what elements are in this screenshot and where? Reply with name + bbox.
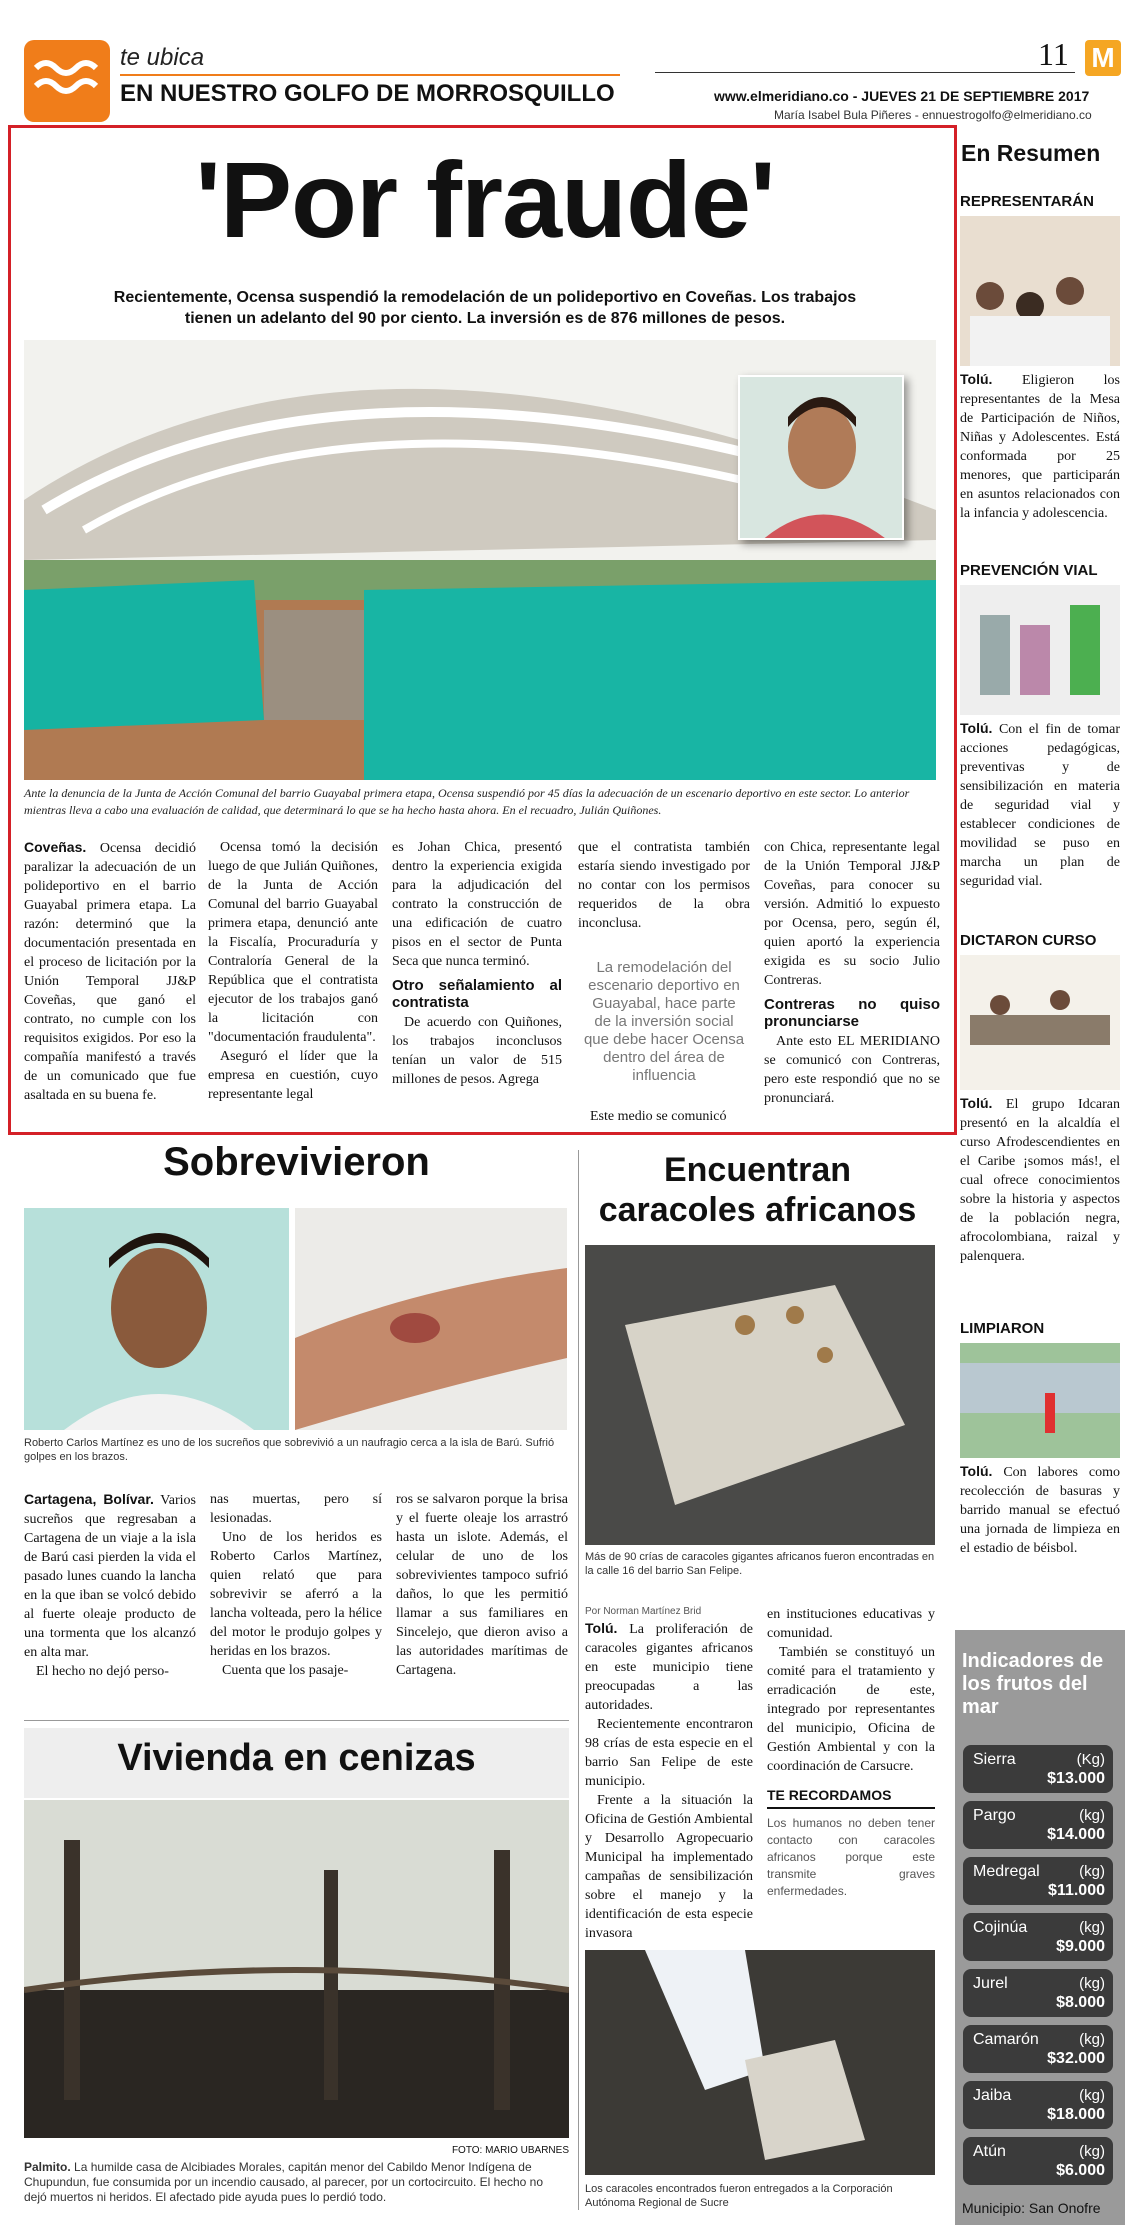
main-col3b-text: De acuerdo con Quiñones, los trabajos inconclusos tenían un valor de 515 millones de pesos. Agrega [392, 1015, 562, 1087]
waves-icon [24, 40, 110, 122]
story2-col1b-text: El hecho no dejó perso- [36, 1664, 169, 1679]
story4-credit: FOTO: MARIO UBARNES [451, 2145, 569, 2156]
sidebar-item-body [960, 1462, 1120, 1558]
main-subhead-1: Otro señalamiento al contratista [392, 977, 562, 1011]
main-photo-caption: Ante la denuncia de la Junta de Acción Comunal del barrio Guayabal primera etapa, Ocensa suspendió por 45 días la adecuación de un escenario deportivo en este sector. Lo anterior mientras lleva a cabo una evaluación de calidad, que determinará lo que se ha hecho hasta ahora. En el recuadro, Julián Quiñones. [24, 786, 910, 817]
story-divider [24, 1720, 569, 1721]
indicator-unit: (kg) [1079, 1919, 1105, 1936]
sidebar-item-1 [960, 193, 1120, 523]
author-line: María Isabel Bula Piñeres - ennuestrogolfo@elmeridiano.co [774, 108, 1092, 122]
snail-handover-photo [585, 1950, 935, 2175]
sidebar-item-body [960, 1094, 1120, 1266]
story3-box-text: Los humanos no deben tener contacto con caracoles africanos porque este transmite graves enfermedades. [767, 1816, 935, 1898]
indicator-name: Camarón [973, 2031, 1039, 2048]
burned-house-illustration [24, 1800, 569, 2138]
sidebar-item-lead: Tolú. [960, 1095, 993, 1111]
sidebar-item-heading: DICTARON CURSO [960, 932, 1097, 949]
indicator-name: Pargo [973, 1807, 1016, 1824]
sidebar-item-lead: Tolú. [960, 1463, 993, 1479]
sidebar-item-4 [960, 1320, 1120, 1558]
header-rule [120, 74, 620, 76]
story3-byline: Por Norman Martínez Brid [585, 1606, 702, 1617]
main-subhead-2: Contreras no quiso pronunciarse [764, 996, 940, 1030]
header-tagline: te ubica [120, 44, 205, 71]
main-col-3 [392, 838, 562, 1089]
story2-col3-text: ros se salvaron porque la brisa y el fuerte oleaje los arrastró hasta un islote. Además, el celular de uno de los sobrevivientes tampoco sufrió daños, lo que les permitió llamar a sus familiares en Sincelejo, que dieron aviso a las autoridades marítimas de Cartagena. [396, 1492, 568, 1678]
snails-photo [585, 1245, 935, 1545]
sidebar-item-3 [960, 932, 1120, 1266]
main-deck: Recientemente, Ocensa suspendió la remodelación de un polideportivo en Coveñas. Los trabajos tienen un adelanto del 90 por ciento. La inversión es de 876 millones de pesos. [113, 289, 857, 327]
sidebar-title: En Resumen [961, 140, 1101, 166]
story3-col1c-text: Frente a la situación la Oficina de Gestión Ambiental y Desarrollo Agropecuario Municipal ha implementado campañas de sensibilización sobre el manejo y la identificación de esta especie invasora [585, 1793, 753, 1941]
burned-house-photo [24, 1800, 569, 2138]
indicator-row [963, 2081, 1113, 2129]
indicator-row [963, 2137, 1113, 2185]
arm-illustration [295, 1208, 567, 1430]
main-col2b-text: Aseguró el líder que la empresa en cuestión, cuyo representante legal [208, 1049, 378, 1102]
indicator-row [963, 1969, 1113, 2017]
snails-illustration [585, 1245, 935, 1545]
sidebar-photo-3 [960, 955, 1120, 1090]
main-pullquote: La remodelación del escenario deportivo en Guayabal, hace parte de la inversión social que debe hacer Ocensa dentro del área de influencia [583, 959, 745, 1084]
glove-illustration [585, 1950, 935, 2175]
quinones-portrait [738, 375, 904, 540]
story2-col2b-text: Uno de los heridos es Roberto Carlos Martínez, quien relató que para sobrevivir se aferró a la lancha volteada, pero la hélice del motor le produjo golpes y heridas en los brazos. [210, 1530, 382, 1659]
story3-caption-2: Los caracoles encontrados fueron entregados a la Corporación Autónoma Regional de Sucre [585, 2183, 893, 2209]
story2-col-3 [396, 1490, 568, 1680]
sidebar-item-text: Con el fin de tomar acciones pedagógicas, preventivas y de sensibilización en materia de seguridad vial y establecer condiciones de movilidad se puso en marcha un plan de seguridad vial. [960, 722, 1120, 889]
indicator-price: $6.000 [1056, 2162, 1105, 2179]
column-rule [578, 1150, 579, 2210]
story3-col2-text: en instituciones educativas y comunidad. [767, 1607, 935, 1641]
section-logo [24, 40, 110, 122]
story3-caption: Más de 90 crías de caracoles gigantes africanos fueron encontradas en la calle 16 del barrio San Felipe. [585, 1551, 935, 1577]
sidebar-item-lead: Tolú. [960, 720, 993, 736]
indicator-row [963, 1857, 1113, 1905]
injured-arm-photo [295, 1208, 567, 1430]
indicator-row [963, 1913, 1113, 1961]
story3-col1b-text: Recientemente encontraron 98 crías de esta especie en el barrio San Felipe de este municipio. [585, 1717, 753, 1789]
indicator-name: Sierra [973, 1751, 1016, 1768]
story3-col1-text: La proliferación de caracoles gigantes africanos en este municipio tiene preocupadas a las autoridades. [585, 1622, 754, 1713]
indicator-price: $14.000 [1047, 1826, 1105, 1843]
indicator-unit: (kg) [1079, 2031, 1105, 2048]
indicator-price: $9.000 [1056, 1938, 1105, 1955]
main-col4b-text: Este medio se comunicó [590, 1109, 727, 1124]
site-date: www.elmeridiano.co - JUEVES 21 DE SEPTIEMBRE 2017 [714, 88, 1090, 104]
main-col-4 [578, 838, 750, 1126]
story2-col2-text: nas muertas, pero sí lesionadas. [210, 1492, 382, 1526]
sidebar-item-body [960, 370, 1120, 523]
sidebar-photo-1 [960, 216, 1120, 366]
brand-logo-letter: M [1091, 42, 1115, 73]
story4-headline: Vivienda en cenizas [117, 1737, 476, 1779]
indicators-title: Indicadores de los frutos del mar [962, 1650, 1104, 1718]
sidebar-item-2 [960, 562, 1120, 891]
indicator-name: Jurel [973, 1975, 1008, 1992]
sidebar-item-body [960, 719, 1120, 891]
indicator-unit: (Kg) [1076, 1751, 1105, 1768]
main-col-5 [764, 838, 940, 1108]
story2-col-2 [210, 1490, 382, 1680]
main-col5b-text: Ante esto EL MERIDIANO se comunicó con Contreras, pero este respondió que no se pronunciará. [764, 1034, 940, 1106]
children-illustration [960, 216, 1120, 366]
sidebar-item-heading: PREVENCIÓN VIAL [960, 562, 1098, 579]
section-title: EN NUESTRO GOLFO DE MORROSQUILLO [120, 80, 615, 107]
main-col3-text: es Johan Chica, presentó dentro la experiencia exigida para la adjudicación del contrato la construcción de una edificación de cuatro pisos en el sector de Punta Seca que nunca terminó. [392, 840, 562, 969]
sidebar-item-heading: LIMPIARON [960, 1320, 1045, 1337]
indicator-price: $13.000 [1047, 1770, 1105, 1787]
sidebar-photo-2 [960, 585, 1120, 715]
indicator-price: $8.000 [1056, 1994, 1105, 2011]
sidebar-item-heading: REPRESENTARÁN [960, 193, 1094, 210]
story3-col-2 [767, 1605, 935, 1900]
indicator-row [963, 1745, 1113, 1793]
indicator-unit: (kg) [1079, 2143, 1105, 2160]
sidebar-item-text: Eligieron los representantes de la Mesa de Participación de Niños, Niñas y Adolescentes. Está conformada por 25 menores, que participarán en asuntos relacionados con la infancia y adolescencia. [960, 373, 1120, 521]
indicators-footer: Municipio: San Onofre [962, 2200, 1101, 2216]
indicator-price: $18.000 [1047, 2106, 1105, 2123]
indicator-name: Medregal [973, 1863, 1040, 1880]
story2-headline: Sobrevivieron [163, 1140, 430, 1184]
story2-col1-text: Varios sucreños que regresaban a Cartagena de un viaje a la isla de Barú casi pierden la vida el pasado lunes cuando la lancha en la que iban se volcó debido al fuerte oleaje producto de una tormenta que los alcanzó en alta mar. [24, 1493, 197, 1660]
main-col-2 [208, 838, 378, 1104]
page-number: 11 [1038, 36, 1069, 72]
story2-col-1 [24, 1490, 196, 1681]
portrait-illustration [740, 377, 904, 540]
story3-col2b-text: También se constituyó un comité para el tratamiento y erradicación de este, integrado por representantes del municipio, Oficina de Gestión Ambiental y con la coordinación de Carsucre. [767, 1645, 935, 1774]
indicator-row [963, 1801, 1113, 1849]
stadium-cleanup-illustration [960, 1343, 1120, 1458]
main-dateline: Coveñas. [24, 839, 87, 855]
indicator-price: $11.000 [1048, 1882, 1105, 1899]
sidebar-item-text: Con labores como recolección de basuras y barrido manual se efectuó una jornada de limpieza en el estadio de béisbol. [960, 1465, 1120, 1556]
header-right-rule [655, 72, 1075, 73]
story3-headline: Encuentran caracoles africanos [598, 1151, 917, 1229]
sidebar-item-lead: Tolú. [960, 371, 993, 387]
indicator-row [963, 2025, 1113, 2073]
indicator-name: Cojinúa [973, 1919, 1028, 1936]
indicator-name: Jaiba [973, 2087, 1012, 2104]
main-col4-text: que el contratista también estaría siendo investigado por no contar con los permisos requeridos de la obra inconclusa. [578, 840, 750, 931]
story2-col2c-text: Cuenta que los pasaje- [222, 1663, 349, 1678]
story3-dateline: Tolú. [585, 1620, 618, 1636]
story4-dateline: Palmito. [24, 2160, 71, 2174]
officials-illustration [960, 585, 1120, 715]
brand-logo [1085, 40, 1121, 76]
indicator-unit: (kg) [1079, 1807, 1105, 1824]
story4-caption: La humilde casa de Alcibiades Morales, capitán menor del Cabildo Menor Indígena de Chupundun, fue consumida por un incendio causado, al parecer, por un cortocircuito. El hecho no dejó muertos ni heridos. El afectado pide ayuda pues lo perdió todo. [24, 2160, 543, 2204]
indicator-name: Atún [973, 2143, 1006, 2160]
indicator-price: $32.000 [1047, 2050, 1105, 2067]
indicator-unit: (kg) [1079, 2087, 1105, 2104]
survivor-illustration [24, 1208, 289, 1430]
indicator-unit: (kg) [1079, 1863, 1105, 1880]
main-col-1 [24, 838, 196, 1105]
main-col1-text: Ocensa decidió paralizar la adecuación de un polideportivo en el barrio Guayabal primera etapa. La razón: determinó que la documentación presentada en el proceso de licitación por la Unión Temporal JJ&P Coveñas, que ganó el contrato, no cumple con los requisitos exigidos. Por eso la compañía manifestó a través de un comunicado que fue asaltada en su buena fe. [24, 841, 196, 1103]
story2-caption: Roberto Carlos Martínez es uno de los sucreños que sobrevivió a un naufragio cerca a la isla de Barú. Sufrió golpes en los brazos. [24, 1437, 555, 1463]
story4-caption-block [24, 2160, 569, 2205]
story3-col-1 [585, 1605, 753, 1943]
sidebar-item-text: El grupo Idcaran presentó en la alcaldía el curso Afrodescendientes en el Caribe ¡somos más!, el cual ofrece conocimientos sobre la historia y aspectos de la población negra, afrocolombiana, raizal y palenquera. [960, 1097, 1121, 1264]
classroom-illustration [960, 955, 1120, 1090]
story2-dateline: Cartagena, Bolívar. [24, 1491, 154, 1507]
story3-box-title: TE RECORDAMOS [767, 1786, 935, 1809]
main-col2-text: Ocensa tomó la decisión luego de que Julián Quiñones, de la Junta de Acción Comunal del barrio Guayabal primera etapa, denunció ante la Fiscalía, Procuraduría y Contraloría General de la República que el contratista ejecutor de los trabajos ganó la licitación con "documentación fraudulenta". [208, 840, 378, 1045]
main-col5-text: con Chica, representante legal de la Unión Temporal JJ&P Coveñas, para conocer su versión. Admitió lo expuesto por Ocensa, pero, según él, quien aportó la experiencia exigida es su socio Julio Contreras. [764, 840, 940, 988]
survivor-portrait [24, 1208, 289, 1430]
sidebar-photo-4 [960, 1343, 1120, 1458]
indicator-unit: (kg) [1079, 1975, 1105, 1992]
main-headline: 'Por fraude' [195, 139, 775, 260]
